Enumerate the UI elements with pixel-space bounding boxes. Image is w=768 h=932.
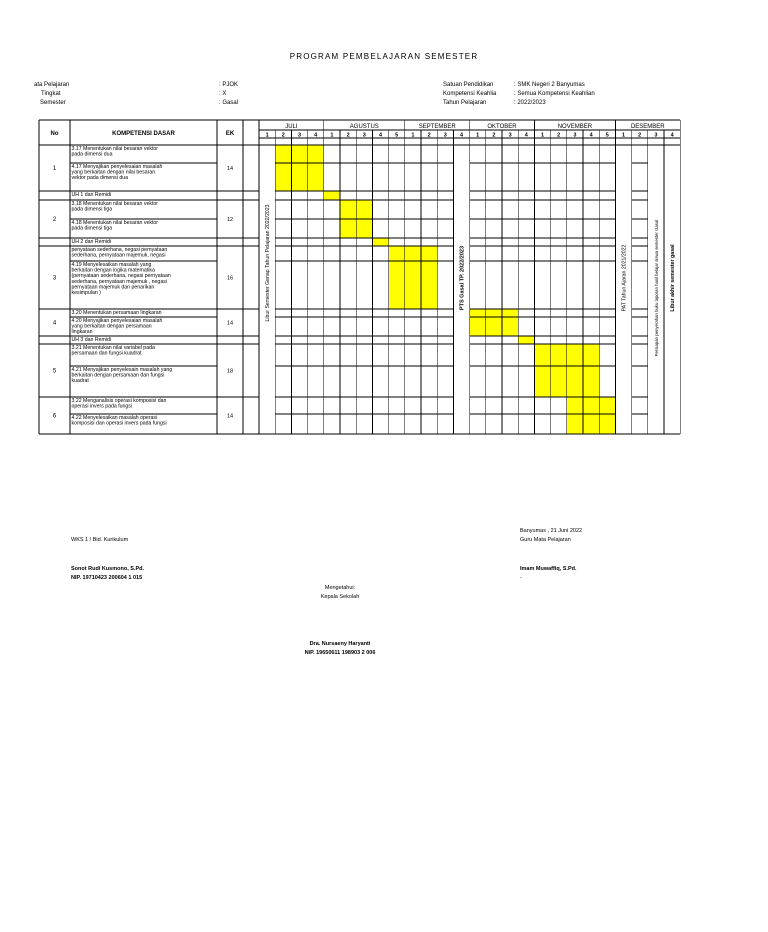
week-header: 1 bbox=[265, 132, 269, 139]
kd-item-text: lingkaran bbox=[71, 329, 93, 336]
kd-item-text: sederhana, pernyataan majemuk , negasi bbox=[71, 278, 167, 285]
group-number: 2 bbox=[52, 217, 57, 223]
group-ek: 14 bbox=[226, 413, 234, 420]
kd-item-text: 4.22 Menyelesaikan masalah operasi bbox=[71, 415, 158, 421]
kd-item-text: pada dimensi tiga bbox=[71, 225, 113, 232]
acknowledged-label: Mengetahui: bbox=[324, 585, 356, 591]
left-signature-name: Sonot Rudi Kusmono, S.Pd. bbox=[71, 566, 145, 572]
group-number: 3 bbox=[52, 275, 57, 282]
kd-item-text: vektor pada dimensi dua bbox=[71, 175, 129, 182]
group-ek: 12 bbox=[226, 217, 234, 223]
info-value-competency: : Semua Kompetensi Keahlian bbox=[514, 91, 595, 97]
week-header: 5 bbox=[395, 132, 399, 139]
info-right-values bbox=[514, 81, 595, 108]
week-header: 3 bbox=[573, 132, 577, 139]
week-header: 1 bbox=[540, 132, 545, 139]
info-value-school: : SMK Negeri 2 Banyumas bbox=[514, 82, 585, 88]
principal-nip: NIP. 19650611 198903 2 006 bbox=[304, 650, 376, 656]
kd-item-text: 3.21 Menentukan nilai variabel pada bbox=[71, 345, 155, 351]
schedule-highlight bbox=[372, 238, 388, 246]
week-header: 4 bbox=[314, 132, 318, 139]
kd-item-text: 4.19 Menyelesaikan masalah yang bbox=[71, 262, 152, 268]
kd-item-text: 3.17 Menentukan nilai besaran vektor bbox=[71, 146, 159, 152]
group-number: 6 bbox=[52, 413, 57, 420]
info-label-competency: Kompetensi Keahlia bbox=[443, 91, 497, 97]
column-header-kd: KOMPETENSI DASAR bbox=[112, 131, 175, 137]
kd-item-text: pernyataan majemuk dan penarikan bbox=[71, 284, 155, 291]
schedule-highlight bbox=[567, 397, 616, 434]
month-header: DESEMBER bbox=[630, 124, 665, 130]
kd-item-text: UH 2 dan Remidi bbox=[71, 239, 111, 245]
info-value-year: : 2022/2023 bbox=[514, 100, 546, 106]
week-header: 1 bbox=[330, 132, 334, 139]
kd-item-text: komposisi dan operasi invers pada fungsi bbox=[71, 420, 167, 427]
kd-item-text: sederhana, pernyataan majemuk, negasi bbox=[71, 252, 166, 259]
group-ek: 16 bbox=[226, 275, 234, 282]
group-number: 1 bbox=[52, 166, 57, 172]
page-title: PROGRAM PEMBELAJARAN SEMESTER bbox=[289, 52, 479, 61]
month-header: SEPTEMBER bbox=[418, 124, 456, 130]
kd-item-text: UH 3 dan Remidi bbox=[71, 337, 111, 343]
week-header: 1 bbox=[476, 132, 480, 139]
left-signature-nip: NIP. 19710423 200604 1 015 bbox=[71, 575, 143, 581]
semester-schedule-table bbox=[39, 118, 677, 436]
info-label-grade: Tingkat bbox=[41, 91, 61, 97]
month-header: NOVEMBER bbox=[557, 124, 593, 130]
week-header: 1 bbox=[621, 132, 626, 139]
group-ek: 14 bbox=[226, 166, 234, 172]
week-header: 4 bbox=[589, 132, 593, 139]
week-header: 2 bbox=[281, 132, 285, 139]
info-right-labels bbox=[443, 81, 496, 108]
info-value-semester: : Gasal bbox=[219, 100, 239, 106]
vertical-schedule-note: PAT Tahun Ajaran 2021/2022 bbox=[621, 244, 628, 312]
week-header: 4 bbox=[378, 132, 383, 139]
info-label-year: Tahun Pelajaran bbox=[443, 100, 487, 106]
month-header: OKTOBER bbox=[487, 124, 517, 130]
week-header: 3 bbox=[654, 132, 658, 139]
right-signature-date: Banyumas , 21 Juni 2022 bbox=[520, 528, 583, 534]
week-header: 2 bbox=[557, 132, 561, 139]
info-value-grade: : X bbox=[219, 91, 227, 97]
group-number: 5 bbox=[52, 368, 57, 375]
info-label-subject: ata Pelajaran bbox=[34, 82, 70, 88]
kd-item-text: pada dimensi dua bbox=[71, 151, 113, 158]
info-label-semester: Semester bbox=[40, 100, 66, 106]
kd-item-text: operasi invers pada fungsi bbox=[71, 403, 133, 410]
right-signature-name: Imam Muwaffiq, S.Pd. bbox=[520, 566, 577, 572]
kd-item-text: 4.17 Menyajikan penyelesaian masalah bbox=[71, 164, 163, 170]
kd-item-text: berkaitan dengan logika matematika bbox=[71, 267, 155, 274]
left-signature-role: WKS 1 / Bid. Kurikulum bbox=[71, 537, 129, 543]
kd-item-text: UH 1 dan Remidi bbox=[71, 192, 111, 198]
week-header: 3 bbox=[362, 132, 366, 139]
kd-item-text: 3.20 Menentukan persamaan lingkaran bbox=[71, 310, 162, 316]
kd-item-text: 3.22 Menganalisis operasi komposisi dan bbox=[71, 398, 167, 404]
week-header: 3 bbox=[297, 132, 302, 139]
info-value-subject: : PJOK bbox=[219, 82, 239, 88]
week-header: 4 bbox=[524, 132, 528, 139]
group-ek: 14 bbox=[226, 320, 234, 327]
column-header-no: No bbox=[50, 131, 59, 137]
kd-item-text: kuadrat bbox=[71, 378, 89, 385]
kd-item-text: 4.20 Menyajikan penyelesaian masalah bbox=[71, 318, 163, 324]
vertical-schedule-note: Libur Semester Genap Tahun Pelajaran 2022/2023 bbox=[265, 204, 272, 322]
kd-item-text: penyataan sederhana, negasi pernyataan bbox=[71, 247, 168, 253]
vertical-schedule-note: PTS Gasal TP. 2022/2023 bbox=[459, 245, 466, 311]
vertical-schedule-note: Persiapan penyerahan buku laporan hasil belajar siswa semester Gasal bbox=[653, 219, 659, 357]
kd-item-text: 4.18 Menentukan nilai besaran vektor bbox=[71, 220, 159, 226]
column-header-ek: EK bbox=[225, 131, 235, 137]
schedule-highlight bbox=[518, 336, 534, 344]
kd-item-text: pada dimensi tiga bbox=[71, 206, 113, 213]
info-label-school: Satuan Pendidikan bbox=[443, 82, 494, 88]
group-ek: 18 bbox=[226, 368, 234, 375]
week-header: 2 bbox=[427, 132, 431, 139]
kd-item-text: berkaitan dengan persamaan dan fungsi bbox=[71, 372, 165, 379]
vertical-schedule-note: Libur akhir semester gasal bbox=[670, 244, 677, 312]
schedule-highlight bbox=[389, 246, 405, 309]
week-header: 1 bbox=[411, 132, 415, 139]
kd-item-text: 4.21 Menyajikan penyelesain masalah yang bbox=[71, 367, 173, 373]
right-signature-nip: - bbox=[520, 575, 522, 581]
kd-item-text: persamaan dan fungsi kuadrat bbox=[71, 350, 142, 357]
week-header: 2 bbox=[492, 132, 496, 139]
kd-item-text: (pernyataan sederhana, negasi pernyataan bbox=[71, 273, 171, 280]
week-header: 4 bbox=[670, 132, 674, 139]
month-header: AGUSTUS bbox=[349, 124, 379, 130]
info-left-labels bbox=[34, 81, 69, 108]
schedule-highlight bbox=[470, 309, 519, 336]
kd-item-text: 3.18 Menentukan nilai besaran vektor bbox=[71, 201, 159, 207]
month-header: JULI bbox=[285, 124, 298, 130]
kd-item-text: yang berkaitan dengan persamaan bbox=[71, 323, 152, 330]
kd-item-text: kesimpulan ) bbox=[71, 290, 101, 296]
info-left-values bbox=[219, 81, 238, 108]
schedule-highlight bbox=[275, 145, 324, 191]
week-header: 5 bbox=[605, 132, 609, 139]
week-header: 2 bbox=[346, 132, 350, 139]
schedule-highlight bbox=[324, 191, 340, 200]
week-header: 4 bbox=[459, 132, 464, 139]
week-header: 3 bbox=[508, 132, 512, 139]
principal-role: Kepala Sekolah bbox=[320, 594, 360, 600]
kd-item-text: yang berkaitan dengan nilai besaran bbox=[71, 169, 156, 176]
group-number: 4 bbox=[52, 320, 57, 327]
principal-name: Dra. Nursaeny Haryanti bbox=[309, 641, 371, 647]
week-header: 3 bbox=[443, 132, 447, 139]
right-signature-role: Guru Mata Pelajaran bbox=[520, 537, 571, 543]
week-header: 2 bbox=[638, 132, 642, 139]
